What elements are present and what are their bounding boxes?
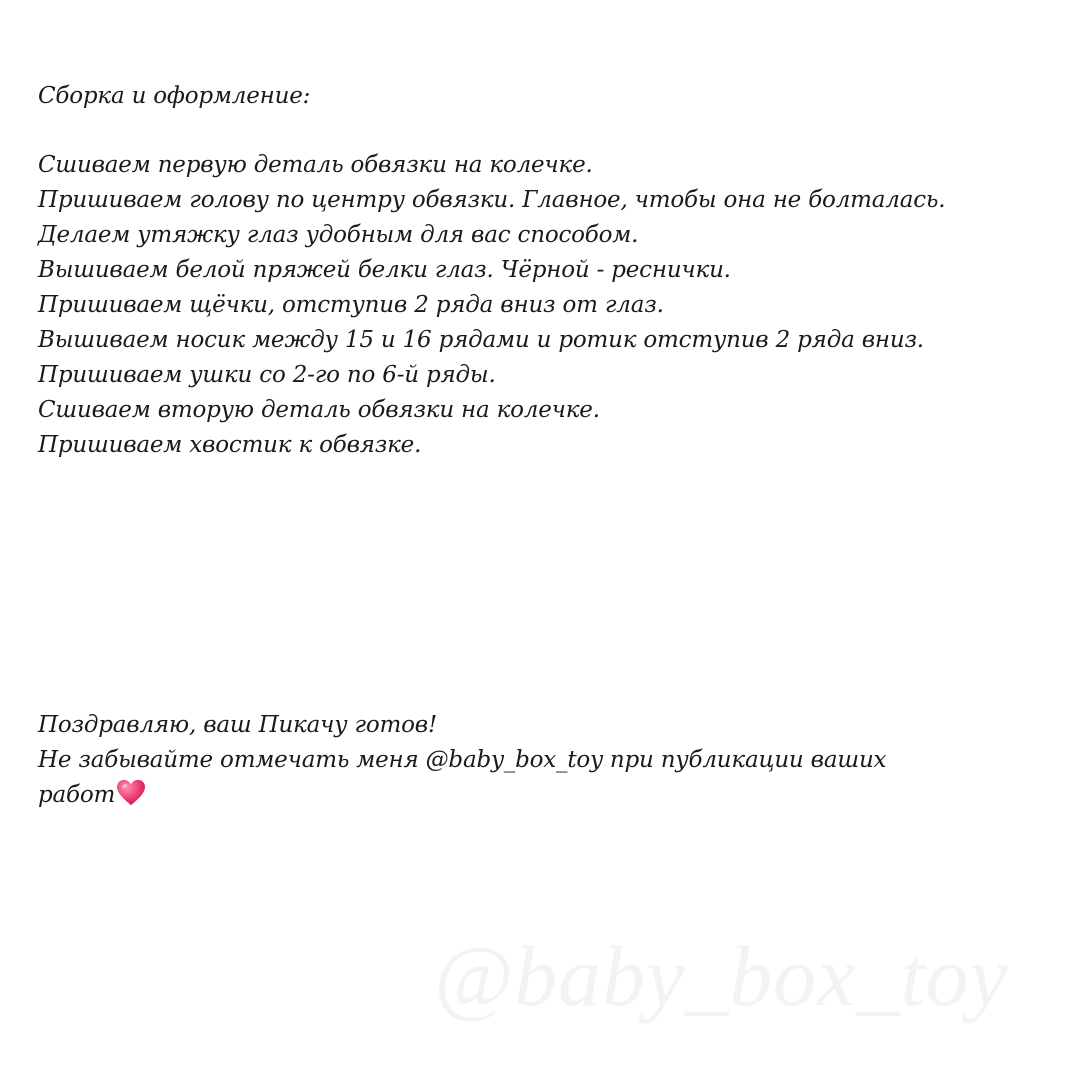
section-heading xyxy=(38,79,1038,114)
tag-reminder-end-line xyxy=(38,778,1038,813)
step-line: Вышиваем носик между 15 и 16 рядами и ротик отступив 2 ряда вниз. xyxy=(38,327,924,353)
step-line: Вышиваем белой пряжей белки глаз. Чёрной - реснички. xyxy=(38,257,731,283)
congratulations-block xyxy=(38,708,1038,813)
step-line: Делаем утяжку глаз удобным для вас способом. xyxy=(38,222,639,248)
assembly-steps xyxy=(38,148,1038,463)
step-line: Пришиваем ушки со 2-го по 6-й ряды. xyxy=(38,362,496,388)
step-line: Сшиваем вторую деталь обвязки на колечке. xyxy=(38,397,600,423)
step-line: Пришиваем голову по центру обвязки. Главное, чтобы она не болталась. xyxy=(38,187,946,213)
step-line: Пришиваем хвостик к обвязке. xyxy=(38,432,422,458)
tag-reminder-line: Не забывайте отмечать меня @baby_box_toy при публикации ваших xyxy=(38,747,887,773)
heading-text: Сборка и оформление: xyxy=(38,83,311,109)
step-line: Сшиваем первую деталь обвязки на колечке. xyxy=(38,152,593,178)
tag-reminder-end-text: работ xyxy=(38,782,116,808)
congratulations-line: Поздравляю, ваш Пикачу готов! xyxy=(38,712,438,738)
step-line: Пришиваем щёчки, отступив 2 ряда вниз от глаз. xyxy=(38,292,664,318)
watermark: @baby_box_toy xyxy=(434,928,1009,1024)
heart-icon xyxy=(116,779,146,807)
